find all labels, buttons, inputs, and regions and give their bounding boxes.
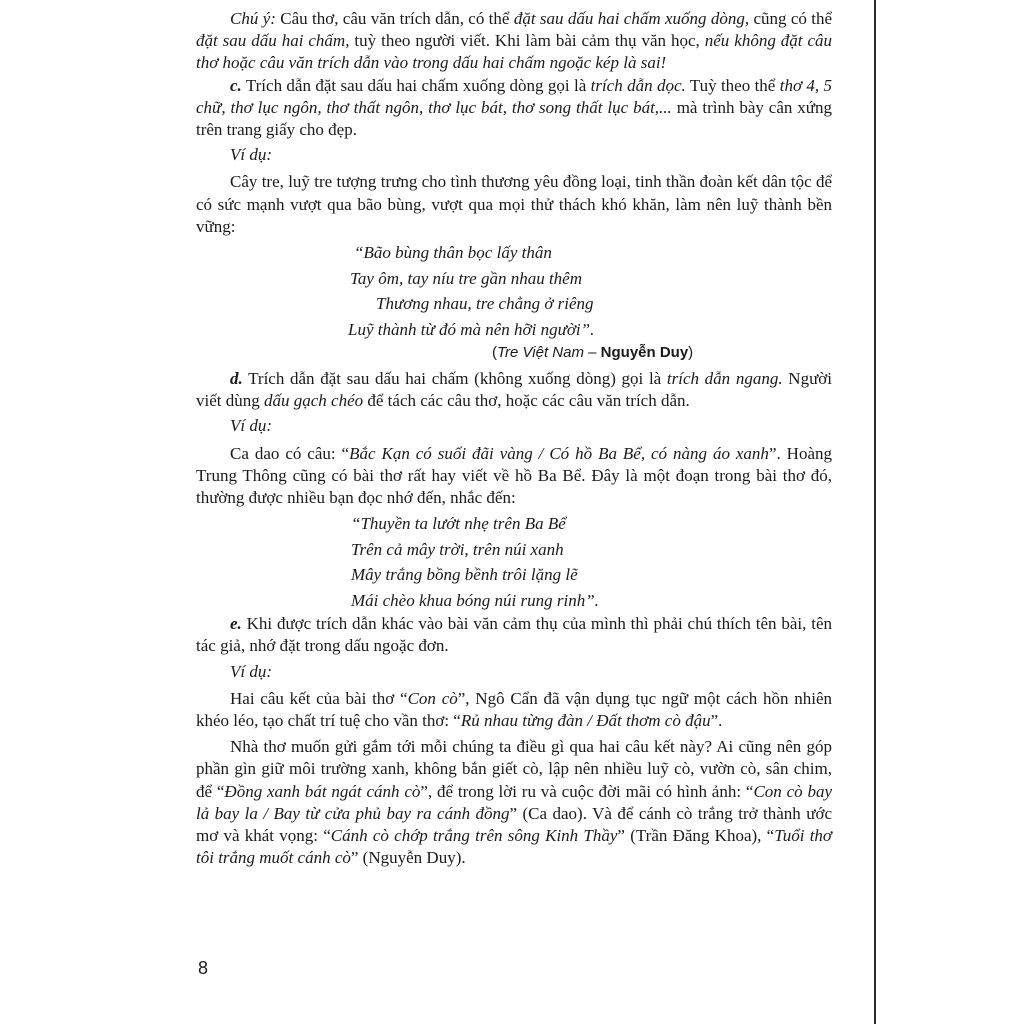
poem-line: Mái chèo khua bóng núi rung rinh”. [351, 590, 599, 610]
final-text-5: ” (Nguyễn Duy). [350, 848, 466, 868]
final-text-4: ” (Trần Đăng Khoa), “ [617, 826, 775, 846]
tre-paragraph: Cây tre, luỹ tre tượng trưng cho tình thương yêu đồng loại, tinh thần đoàn kết dân tộc để có sức mạnh vượt qua bão bùng, vượt qua mọi thử thách khó khăn, làm nên luỹ thành bền vững: [196, 172, 832, 236]
poem-line: Luỹ thành từ đó mà nên hỡi người”. [348, 319, 595, 339]
section-d-italic-1: trích dẫn ngang. [666, 369, 783, 389]
poem-line: Tay ôm, tay níu tre gần nhau thêm [350, 268, 583, 288]
section-e-label: e. [230, 614, 242, 634]
final-text-1: Nhà thơ muốn gửi gắm tới mỗi chúng ta điều gì qua hai câu kết này? Ai cũng nên góp phần gìn giữ môi trường xanh, không bắn giết cò, lập nên nhiều luỹ cò, vườn cò, sân chim, để “ [196, 737, 832, 801]
section-d-label: d. [230, 369, 243, 389]
poem-tre [196, 240, 832, 342]
section-c-italic-2: thơ 4, 5 chữ, thơ lục ngôn, thơ thất ngôn, thơ lục bát, thơ song thất lục bát,... [196, 75, 832, 117]
example-label-3: Ví dụ: [230, 661, 273, 681]
section-c-italic-1: trích dẫn dọc. [590, 75, 686, 95]
bacan-text-1: Ca dao có câu: “ [230, 443, 350, 463]
poem-line: Mây trắng bồng bềnh trôi lặng lẽ [351, 565, 578, 585]
con-co-italic-1: Con cò [407, 688, 458, 708]
note-italic-1: đặt sau dấu hai chấm xuống dòng, [513, 9, 750, 28]
section-d-text-2: Người viết dùng [196, 369, 832, 411]
section-c-text-2: Tuỳ theo thể [685, 75, 780, 95]
note-paragraph [196, 8, 832, 75]
note-text-3: tuỳ theo người viết. Khi làm bài cảm thụ văn học, [349, 31, 705, 51]
section-c-text-3: mà trình bày cân xứng trên trang giấy cho đẹp. [196, 97, 832, 140]
final-text-2: ”, để trong lời ru và cuộc đời mãi có hình ảnh: “ [420, 781, 754, 801]
con-co-paragraph [196, 688, 832, 732]
source-open-paren: ( [492, 344, 497, 362]
source-dash: – [583, 344, 601, 362]
final-italic-3: Cánh cò chớp trắng trên sông Kinh Thầy [330, 826, 618, 846]
section-e-paragraph [196, 613, 832, 657]
final-paragraph [196, 736, 832, 869]
section-c-label: c. [230, 75, 242, 95]
con-co-text-3: ”. [710, 711, 723, 731]
poem-line: “Thuyền ta lướt nhẹ trên Ba Bể [351, 514, 566, 534]
note-label: Chú ý: [230, 9, 276, 28]
section-d-italic-2: dấu gạch chéo [264, 391, 364, 411]
final-italic-2: Con cò bay lả bay la / Bay từ cửa phủ bay ra cánh đồng [196, 781, 833, 823]
example-label-1: Ví dụ: [230, 145, 273, 165]
section-c-paragraph [196, 75, 832, 142]
poem-source-citation [492, 342, 832, 364]
final-italic-4: Tuổi thơ tôi trắng muốt cánh cò [196, 826, 833, 868]
final-text-3: ” (Ca dao). Và để cánh cò trắng trở thành ước mơ và khát vọng: “ [196, 803, 832, 846]
source-close-paren: ) [688, 344, 694, 362]
section-c-text-1: Trích dẫn đặt sau dấu hai chấm xuống dòng gọi là [241, 75, 591, 95]
section-d-text-3: để tách các câu thơ, hoặc các câu văn trích dẫn. [363, 391, 690, 411]
section-e-text-1: Khi được trích dẫn khác vào bài văn cảm thụ của mình thì phải chú thích tên bài, tên tác giả, nhớ đặt trong dấu ngoặc đơn. [196, 614, 832, 656]
poem-line: “Bão bùng thân bọc lấy thân [354, 243, 552, 263]
note-text-2: cũng có thể [749, 9, 833, 28]
con-co-italic-2: Rủ nhau từng đàn / Đất thơm cò đậu [460, 711, 711, 731]
book-page [196, 8, 832, 869]
poem-line: Thương nhau, tre chẳng ở riêng [376, 294, 594, 314]
bacan-paragraph [196, 443, 832, 510]
poem-line: Trên cả mây trời, trên núi xanh [351, 539, 564, 559]
bacan-italic-1: Bắc Kạn có suối đãi vàng / Có hồ Ba Bể, có nàng áo xanh [349, 443, 769, 463]
page-edge-line [874, 0, 876, 1024]
source-title: Tre Việt Nam [497, 344, 584, 362]
example-label-2: Ví dụ: [230, 416, 273, 436]
note-italic-3: nếu không đặt câu thơ hoặc câu văn trích dẫn vào trong dấu hai chấm ngoặc kép là sai! [196, 31, 832, 73]
bacan-text-2: ”. Hoàng Trung Thông cũng có bài thơ rất hay viết về hồ Ba Bể. Đây là một đoạn trong bài thơ đó, thường được nhiều bạn đọc nhớ đến, nhắc đến: [196, 443, 832, 508]
source-author: Nguyễn Duy [600, 344, 689, 362]
final-italic-1: Đồng xanh bát ngát cánh cò [224, 781, 421, 801]
poem-ba-be [196, 511, 832, 613]
con-co-text-2: ”, Ngô Cẩn đã vận dụng tục ngữ một cách hồn nhiên khéo léo, tạo chất trí tuệ cho vần thơ: “ [196, 688, 832, 731]
page-number: 8 [198, 958, 209, 978]
section-d-paragraph [196, 368, 832, 412]
note-italic-2: đặt sau dấu hai chấm, [196, 31, 350, 51]
section-d-text-1: Trích dẫn đặt sau dấu hai chấm (không xuống dòng) gọi là [242, 369, 667, 389]
note-text-1: Câu thơ, câu văn trích dẫn, có thể [275, 9, 514, 28]
con-co-text-1: Hai câu kết của bài thơ “ [230, 688, 408, 708]
